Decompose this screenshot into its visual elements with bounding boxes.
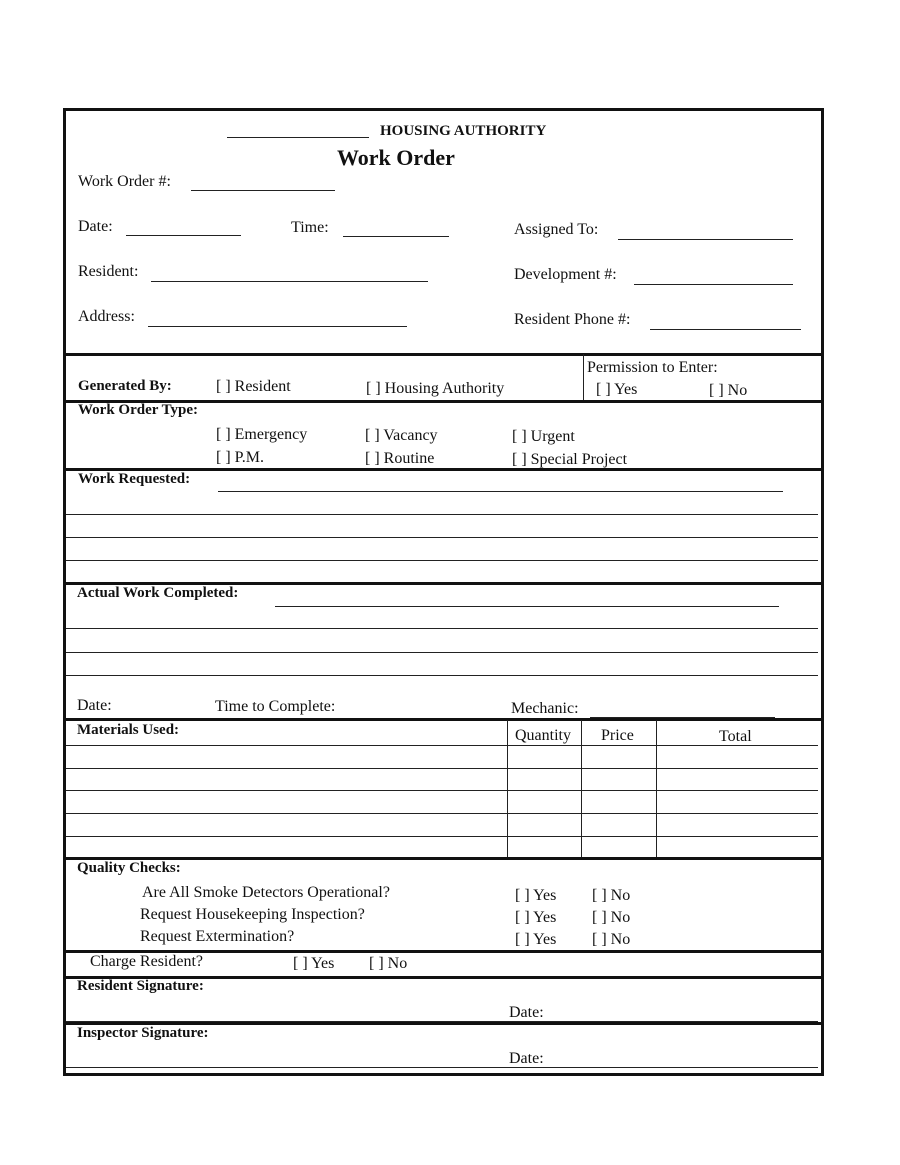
actual-work-completed-label: Actual Work Completed:	[77, 585, 239, 601]
type-vacancy-checkbox[interactable]: [ ] Vacancy	[365, 427, 438, 444]
assigned-to-label: Assigned To:	[514, 221, 599, 238]
work-order-number-field[interactable]	[191, 190, 335, 191]
price-column-header: Price	[601, 727, 634, 744]
page-title: Work Order	[337, 145, 455, 170]
section-divider	[63, 353, 821, 356]
completed-date-label: Date:	[77, 697, 112, 714]
type-routine-checkbox[interactable]: [ ] Routine	[365, 450, 435, 467]
generated-by-label: Generated By:	[78, 378, 172, 394]
materials-column-divider	[507, 720, 508, 858]
generated-by-resident-checkbox[interactable]: [ ] Resident	[216, 378, 291, 395]
quality-checks-label: Quality Checks:	[77, 860, 181, 876]
work-requested-line[interactable]	[66, 537, 818, 538]
type-emergency-checkbox[interactable]: [ ] Emergency	[216, 426, 308, 443]
resident-signature-date-label: Date:	[509, 1004, 544, 1021]
housing-authority-heading: HOUSING AUTHORITY	[380, 123, 547, 139]
permission-divider	[583, 354, 584, 402]
assigned-to-field[interactable]	[618, 239, 793, 240]
materials-column-divider	[656, 720, 657, 858]
work-requested-line[interactable]	[66, 514, 818, 515]
address-field[interactable]	[148, 326, 407, 327]
resident-phone-label: Resident Phone #:	[514, 311, 631, 328]
type-special-project-checkbox[interactable]: [ ] Special Project	[512, 451, 628, 468]
permission-label: Permission to Enter:	[587, 359, 718, 376]
development-number-label: Development #:	[514, 266, 617, 283]
address-label: Address:	[78, 308, 135, 325]
work-completed-line[interactable]	[66, 675, 818, 676]
work-order-number-label: Work Order #:	[78, 173, 171, 190]
materials-row-line[interactable]	[66, 790, 818, 791]
materials-row-line[interactable]	[66, 768, 818, 769]
date-label: Date:	[78, 218, 113, 235]
charge-resident-label: Charge Resident?	[90, 953, 204, 970]
housekeeping-no-checkbox[interactable]: [ ] No	[592, 909, 631, 926]
actual-work-completed-field[interactable]	[275, 606, 779, 607]
inspector-signature-date-label: Date:	[509, 1050, 544, 1067]
development-number-field[interactable]	[634, 284, 793, 285]
inspector-signature-field[interactable]	[66, 1067, 818, 1068]
type-urgent-checkbox[interactable]: [ ] Urgent	[512, 428, 575, 445]
housekeeping-question: Request Housekeeping Inspection?	[140, 906, 365, 923]
resident-field[interactable]	[151, 281, 428, 282]
work-requested-field[interactable]	[218, 491, 783, 492]
materials-row-line[interactable]	[66, 745, 818, 746]
resident-signature-label: Resident Signature:	[77, 978, 204, 994]
smoke-detectors-yes-checkbox[interactable]: [ ] Yes	[515, 887, 557, 904]
extermination-no-checkbox[interactable]: [ ] No	[592, 931, 631, 948]
work-requested-line[interactable]	[66, 560, 818, 561]
time-label: Time:	[291, 219, 329, 236]
permission-no-checkbox[interactable]: [ ] No	[709, 382, 748, 399]
extermination-yes-checkbox[interactable]: [ ] Yes	[515, 931, 557, 948]
work-completed-line[interactable]	[66, 628, 818, 629]
charge-resident-yes-checkbox[interactable]: [ ] Yes	[293, 955, 335, 972]
smoke-detectors-question: Are All Smoke Detectors Operational?	[142, 884, 390, 901]
materials-column-divider	[581, 720, 582, 858]
quantity-column-header: Quantity	[515, 727, 571, 744]
generated-by-housing-authority-checkbox[interactable]: [ ] Housing Authority	[366, 380, 505, 397]
time-to-complete-label: Time to Complete:	[215, 698, 336, 715]
resident-label: Resident:	[78, 263, 139, 280]
work-requested-label: Work Requested:	[78, 471, 191, 487]
permission-yes-checkbox[interactable]: [ ] Yes	[596, 381, 638, 398]
materials-row-line[interactable]	[66, 836, 818, 837]
total-column-header: Total	[719, 728, 752, 745]
authority-name-line[interactable]	[227, 137, 369, 138]
materials-row-line[interactable]	[66, 813, 818, 814]
inspector-signature-label: Inspector Signature:	[77, 1025, 209, 1041]
work-completed-line[interactable]	[66, 652, 818, 653]
type-pm-checkbox[interactable]: [ ] P.M.	[216, 449, 265, 466]
resident-phone-field[interactable]	[650, 329, 801, 330]
materials-used-label: Materials Used:	[77, 722, 180, 738]
charge-resident-no-checkbox[interactable]: [ ] No	[369, 955, 408, 972]
smoke-detectors-no-checkbox[interactable]: [ ] No	[592, 887, 631, 904]
housekeeping-yes-checkbox[interactable]: [ ] Yes	[515, 909, 557, 926]
work-order-type-label: Work Order Type:	[78, 402, 198, 418]
date-field[interactable]	[126, 235, 241, 236]
time-field[interactable]	[343, 236, 449, 237]
mechanic-label: Mechanic:	[511, 700, 579, 717]
section-divider	[63, 718, 821, 721]
extermination-question: Request Extermination?	[140, 928, 295, 945]
